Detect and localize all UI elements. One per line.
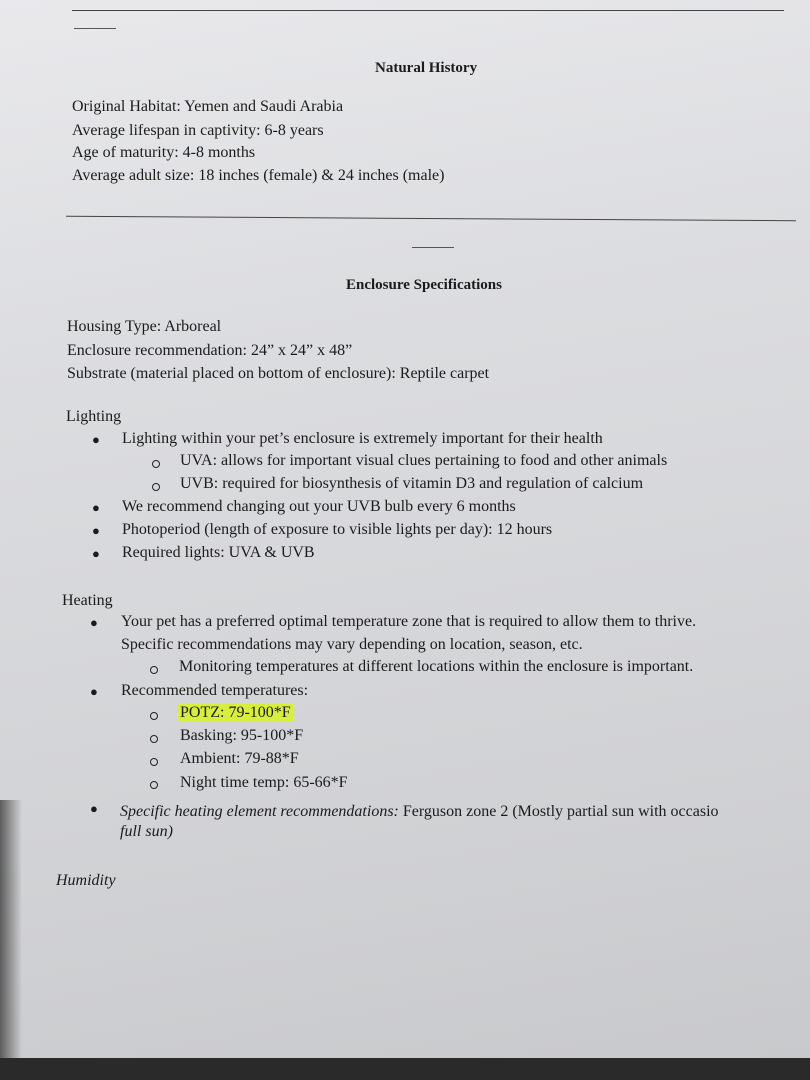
required-lights-line: Required lights: UVA & UVB [122,544,315,561]
circle-bullet-icon [150,758,158,766]
enclosure-size-line: Enclosure recommendation: 24” x 24” x 48” [67,342,353,359]
middle-short-rule [412,247,454,248]
uvb-line: UVB: required for biosynthesis of vitamin D3 and regulation of calcium [180,475,644,492]
preferred-zone-line-2: Specific recommendations may vary depending on location, season, etc. [121,636,583,653]
ambient-line: Ambient: 79-88*F [180,750,299,767]
heating-heading: Heating [62,592,113,609]
adult-size-line: Average adult size: 18 inches (female) & 24 inches (male) [72,167,445,184]
housing-type-line: Housing Type: Arboreal [67,318,222,335]
natural-history-heading: Natural History [375,60,478,76]
bullet-icon: ● [92,432,100,447]
bullet-icon: ● [92,500,100,515]
heating-element-line [120,803,719,821]
middle-rule [66,216,796,221]
enclosure-heading: Enclosure Specifications [346,277,502,293]
bullet-icon: ● [90,684,98,699]
substrate-line: Substrate (material placed on bottom of enclosure): Reptile carpet [67,365,490,382]
lighting-importance: Lighting within your pet’s enclosure is extremely important for their health [122,430,603,447]
circle-bullet-icon [150,781,158,789]
circle-bullet-icon [150,666,158,674]
monitoring-line: Monitoring temperatures at different locations within the enclosure is important. [179,658,694,675]
potz-line [178,704,293,722]
circle-bullet-icon [150,735,158,743]
top-rule [72,10,784,11]
uvb-replacement-line: We recommend changing out your UVB bulb every 6 months [122,498,516,515]
table-edge [0,1058,810,1080]
bullet-icon: ● [90,801,98,816]
page-shadow [0,800,22,1058]
preferred-zone-line-1: Your pet has a preferred optimal temperature zone that is required to allow them to thrive. [121,613,697,630]
night-temp-line: Night time temp: 65-66*F [180,774,348,791]
bullet-icon: ● [92,523,100,538]
circle-bullet-icon [152,483,160,491]
recommended-temps-line: Recommended temperatures: [121,682,309,699]
heating-element-label: Specific heating element recommendations: [120,803,399,820]
top-short-rule [74,28,116,29]
potz-highlight: POTZ: 79-100*F [180,704,291,721]
bullet-icon: ● [90,615,98,630]
heating-element-line-2: full sun) [120,823,173,840]
basking-line: Basking: 95-100*F [180,727,304,744]
lifespan-line: Average lifespan in captivity: 6-8 years [72,122,324,139]
habitat-line: Original Habitat: Yemen and Saudi Arabia [72,98,344,115]
photoperiod-line: Photoperiod (length of exposure to visible lights per day): 12 hours [122,521,553,538]
lighting-heading: Lighting [66,408,122,425]
circle-bullet-icon [150,712,158,720]
humidity-heading: Humidity [56,872,116,889]
uva-line: UVA: allows for important visual clues pertaining to food and other animals [180,452,668,469]
heating-element-value: Ferguson zone 2 (Mostly partial sun with occasio [402,803,719,820]
maturity-line: Age of maturity: 4-8 months [72,144,256,161]
bullet-icon: ● [92,546,100,561]
circle-bullet-icon [152,460,160,468]
